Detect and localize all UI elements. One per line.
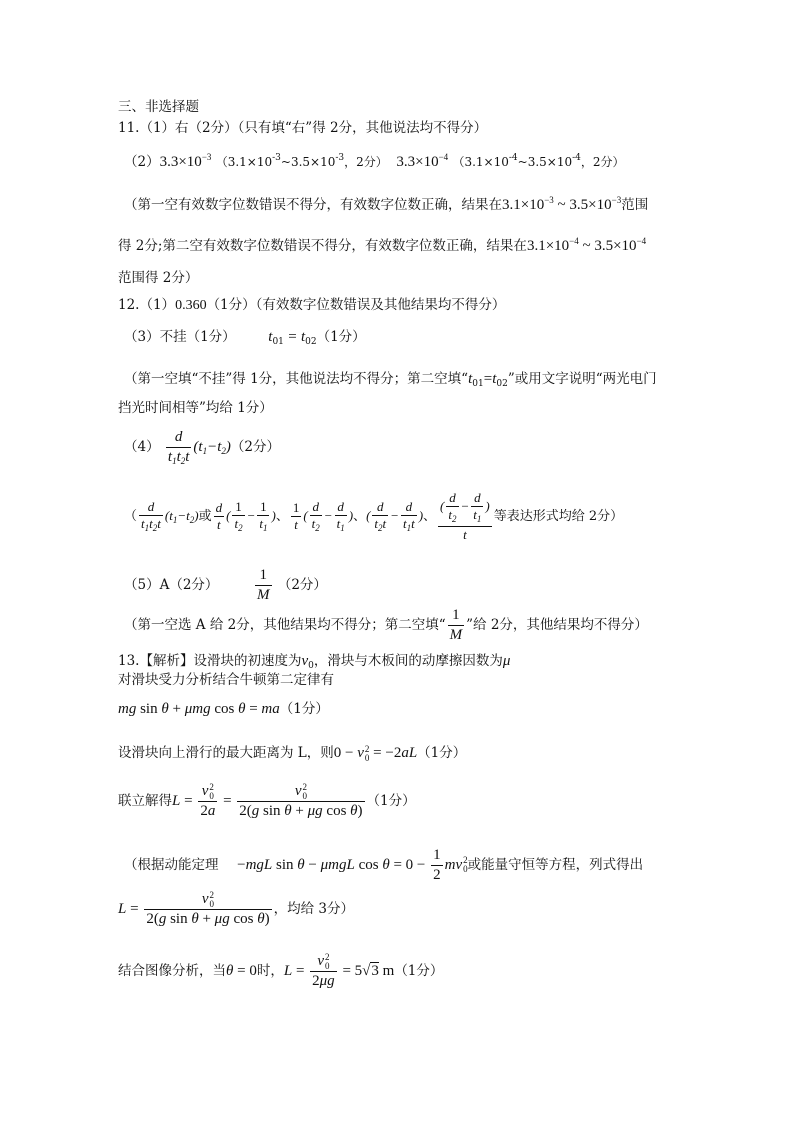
q13-equation1: mg sin θ + μmg cos θ = ma（1分） (118, 701, 329, 717)
q12-part5: （5）A（2分） $\frac{1}{M}$ （2分） (124, 567, 327, 603)
q13-analysis: 对滑块受力分析结合牛顿第二定律有 (118, 672, 334, 688)
q13-graph-analysis: 结合图像分析，当θ = 0时，L = v 2 0 2μg = 5√3 m（1分） (118, 951, 444, 989)
q11-note-line1: （第一空有效数字位数错误不得分，有效数字位数正确，结果在$3.1\times 10^{-3}$ ~ $3.5\times 10^{-3}$范围 (124, 195, 649, 213)
q12-note-line2: 挡光时间相等”均给 1分） (118, 400, 273, 416)
q11-part1: 11.（1）右（2分）（只有填“右”得 2分，其他说法均不得分） (118, 120, 488, 136)
q12-part1: 12.（1）0.360（1分）（有效数字位数错误及其他结果均不得分） (118, 297, 506, 313)
q12-part4-alternatives: （ $\frac{d}{t_1t_2t}$ $(t_1-t_2)$或 $\frac{d}{t}$ ( $\frac{1}{t_2}$ − $\frac{1}{t_1}$ )、 $\frac{1}{t}$ ( $\frac{d}{t_2}$ − $\frac{d}{t_1}$ )、( $\frac{d}{t_2t}$ − $\frac{d}{t_1t}$ )、 ( $\frac{d}{t_2}$ − $\frac{d}{t_1}$ ) t 等表达形式均给 2分） (124, 490, 624, 542)
q13-alt-method: （根据动能定理 −mgL sin θ − μmgL cos θ = 0 − $\frac{1}{2}$ mv 2 0 或能量守恒等方程，列式得出 (124, 847, 644, 883)
q13-intro: 13.【解析】设滑块的初速度为$v_0$，滑块与木板间的动摩擦因数为μ (118, 653, 511, 671)
q11-note-line3: 范围得 2分） (118, 270, 199, 286)
q11-note-line2: 得 2分;第二空有效数字位数错误不得分，有效数字位数正确，结果在$3.1\times 10^{-4}$ ~ $3.5\times 10^{-4}$ (118, 236, 647, 254)
q13-alt-result: L = v 2 0 2(g sin θ + μg cos θ) ，均给 3分） (118, 889, 354, 927)
q13-solution: 联立解得L = v 2 0 2a = v 2 0 2(g sin θ + μg cos θ) （1分） (118, 781, 416, 819)
q12-note-part5: （第一空选 A 给 2分，其他结果均不得分；第二空填“ $\frac{1}{M}$ ”给 2分，其他结果均不得分） (124, 607, 648, 643)
q13-equation2: 设滑块向上滑行的最大距离为 L，则0 − v 2 0 = −2aL（1分） (118, 743, 467, 763)
q12-part3: （3）不挂（1分） $t_{01} = t_{02}(1$分） (124, 329, 366, 347)
q12-note-line1: （第一空填“不挂”得 1分，其他说法均不得分；第二空填“$t_{01}=t_{02}$”或用文字说明“两光电门 (124, 371, 657, 389)
q12-part4: （4） $\frac{d}{t_1t_2t}$ $(t_1-t_2)(2$分） (124, 429, 280, 466)
q11-part2: $(2)3.3\times 10^{-3}$ （$3.1\times 10^{-3}\sim 3.5\times 10^{-3}$，2分） $3.3\times 10^{-4}$ （$3.1\times 10^{-4}\sim 3.5\times 10^{-4}$，2分） (124, 152, 625, 170)
section-title: 三、非选择题 (118, 99, 199, 115)
